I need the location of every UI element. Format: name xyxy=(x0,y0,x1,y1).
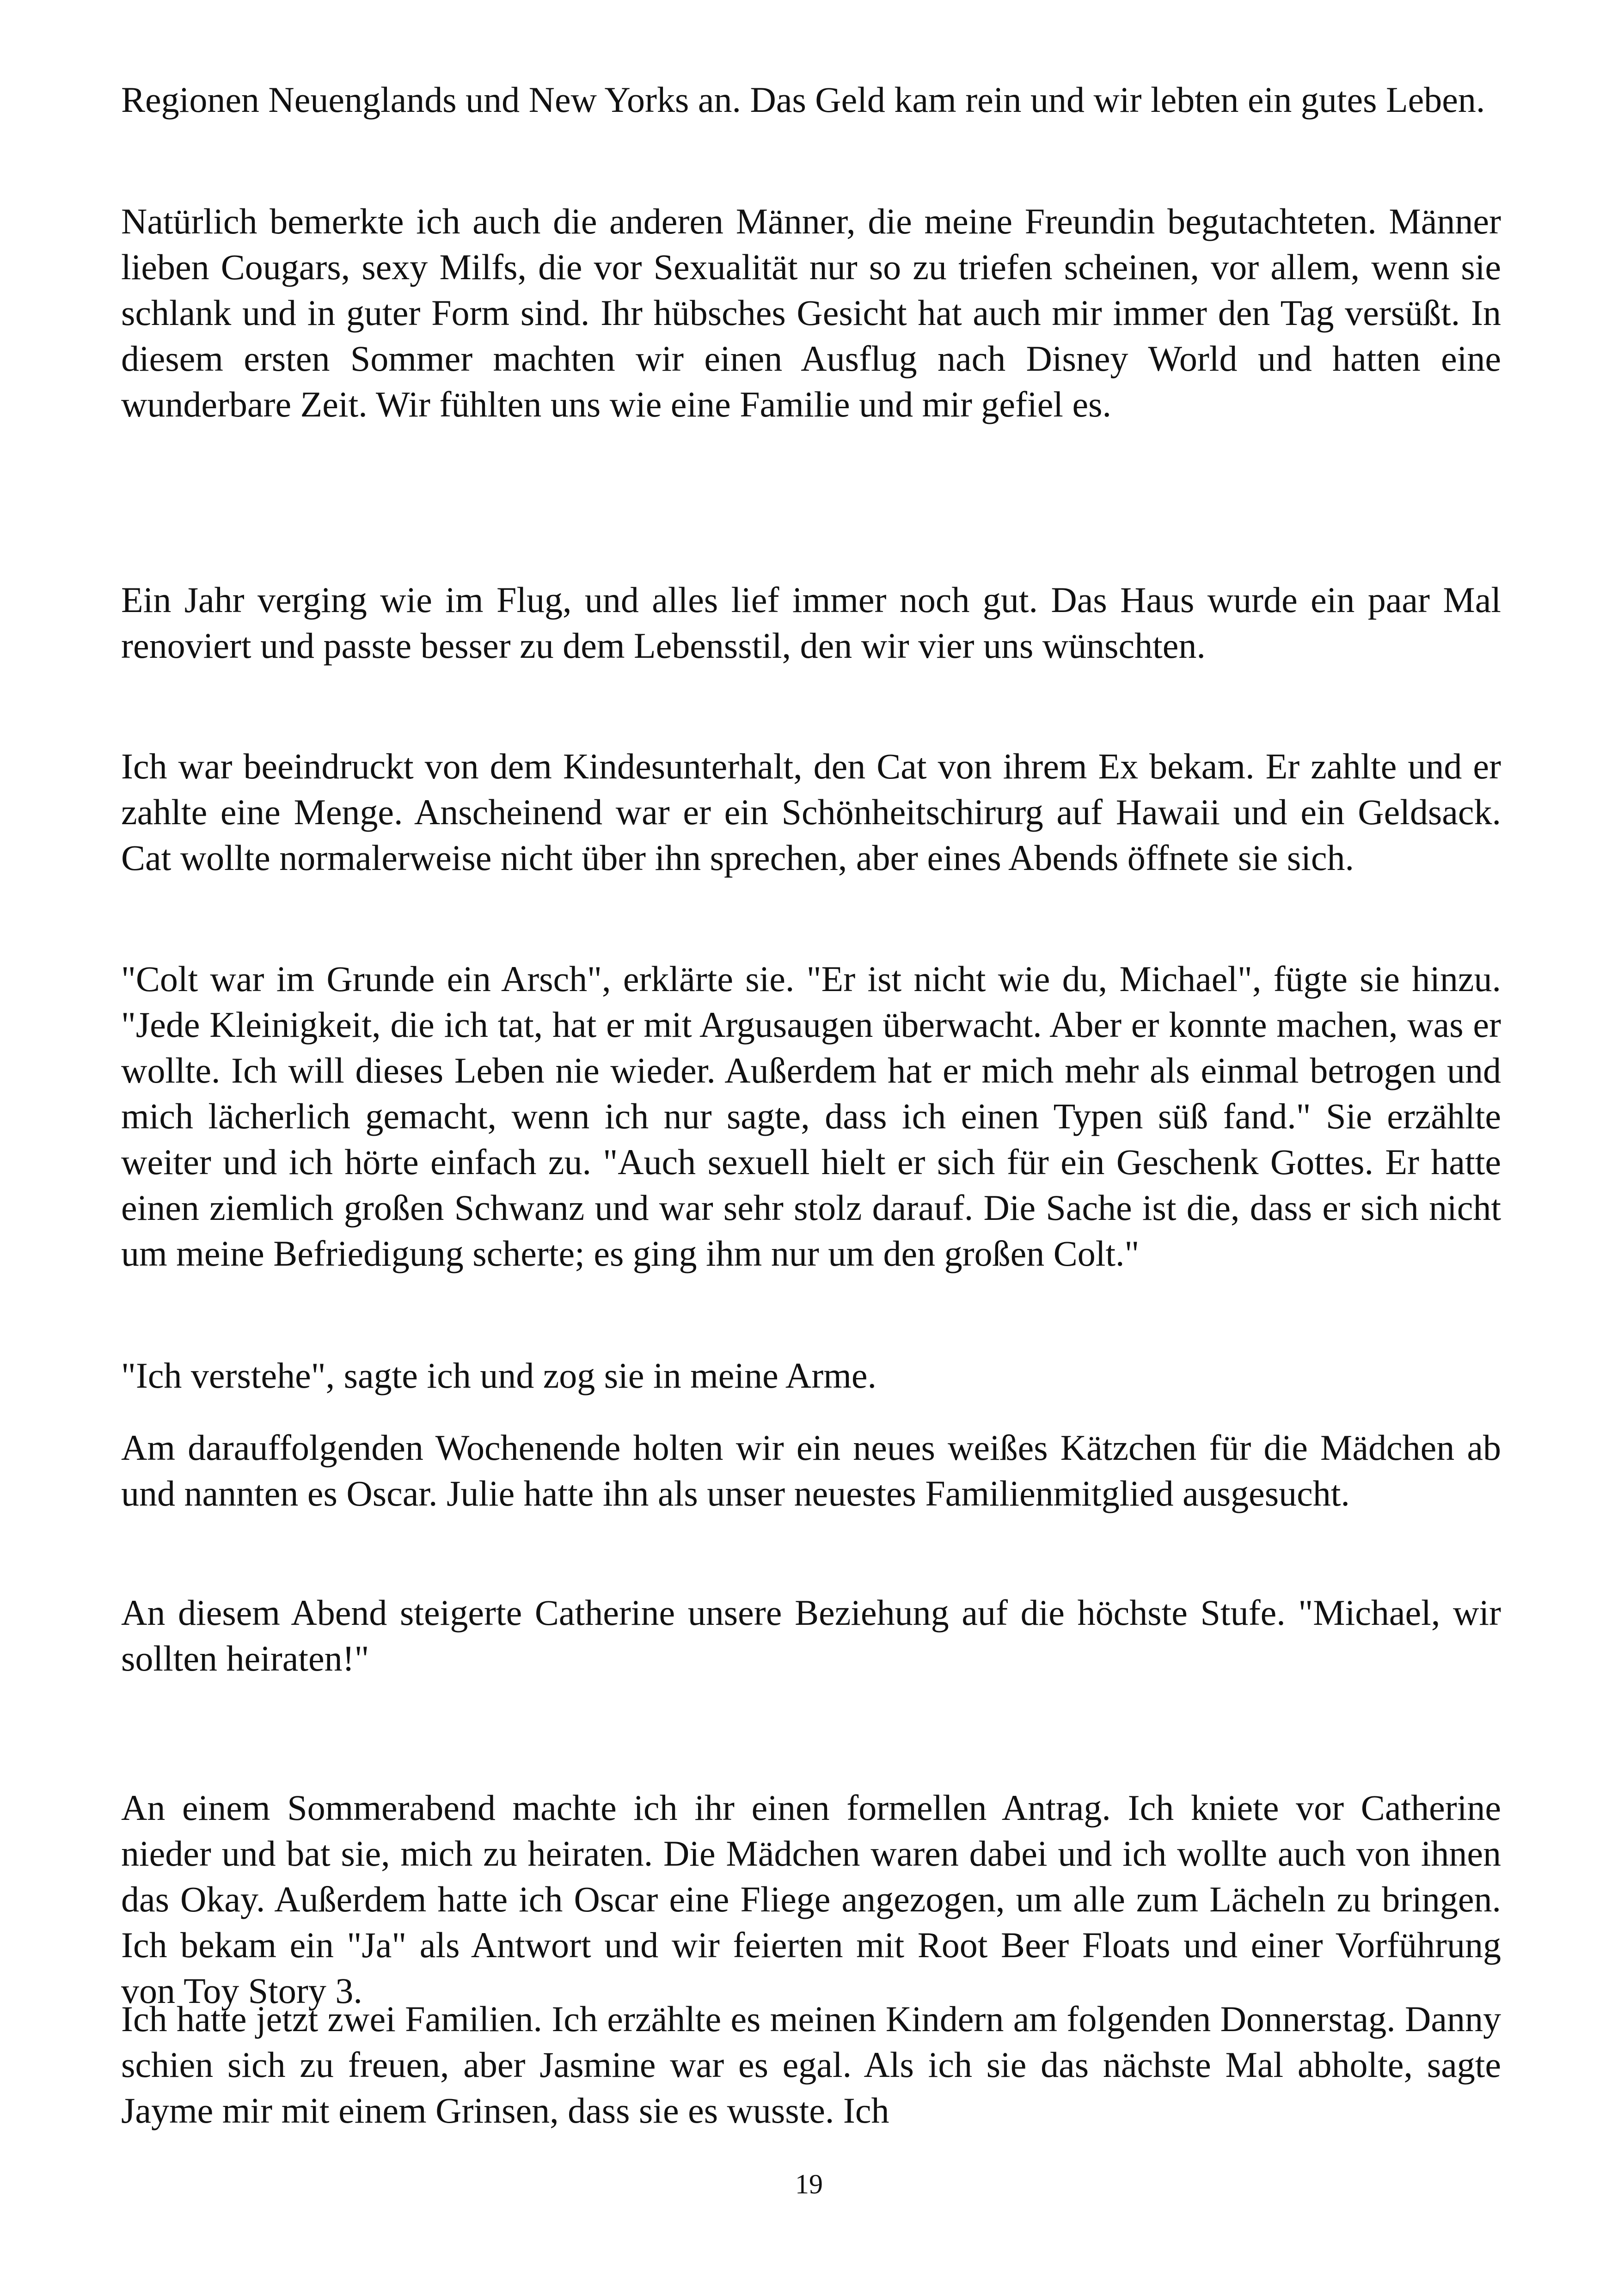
paragraph-9: An einem Sommerabend machte ich ihr einen formellen Antrag. Ich kniete vor Catherine nieder und bat sie, mich zu heiraten. Die Mädchen waren dabei und ich wollte auch von ihnen das Okay. Außerdem hatte ich Oscar eine Fliege angezogen, um alle zum Lächeln zu bringen. Ich bekam ein "Ja" als Antwort und wir feierten mit Root Beer Floats und einer Vorführung von Toy Story 3. xyxy=(121,1788,1501,2011)
paragraph-5: "Colt war im Grunde ein Arsch", erklärte sie. "Er ist nicht wie du, Michael", fügte sie hinzu. "Jede Kleinigkeit, die ich tat, hat er mit Argusaugen überwacht. Aber er konnte machen, was er wollte. Ich will dieses Leben nie wieder. Außerdem hat er mich mehr als einmal betrogen und mich lächerlich gemacht, wenn ich nur sagte, dass ich einen Typen süß fand." Sie erzählte weiter und ich hörte einfach zu. "Auch sexuell hielt er sich für ein Geschenk Gottes. Er hatte einen ziemlich großen Schwanz und war sehr stolz darauf. Die Sache ist die, dass er sich nicht um meine Befriedigung scherte; es ging ihm nur um den großen Colt." xyxy=(121,959,1501,1274)
paragraph-6: "Ich verstehe", sagte ich und zog sie in meine Arme. xyxy=(121,1355,877,1396)
paragraph-8: An diesem Abend steigerte Catherine unsere Beziehung auf die höchste Stufe. "Michael, wir sollten heiraten!" xyxy=(121,1592,1501,1678)
page-number: 19 xyxy=(795,2169,823,2199)
paragraph-2: Natürlich bemerkte ich auch die anderen Männer, die meine Freundin begutachteten. Männer lieben Cougars, sexy Milfs, die vor Sexualität nur so zu triefen scheinen, vor allem, wenn sie schlank und in guter Form sind. Ihr hübsches Gesicht hat auch mir immer den Tag versüßt. In diesem ersten Sommer machten wir einen Ausflug nach Disney World und hatten eine wunderbare Zeit. Wir fühlten uns wie eine Familie und mir gefiel es. xyxy=(121,201,1501,424)
paragraph-4: Ich war beeindruckt von dem Kindesunterhalt, den Cat von ihrem Ex bekam. Er zahlte und er zahlte eine Menge. Anscheinend war er ein Schönheitschirurg auf Hawaii und ein Geldsack. Cat wollte normalerweise nicht über ihn sprechen, aber eines Abends öffnete sie sich. xyxy=(121,746,1501,878)
paragraph-3: Ein Jahr verging wie im Flug, und alles lief immer noch gut. Das Haus wurde ein paar Mal renoviert und passte besser zu dem Lebensstil, den wir vier uns wünschten. xyxy=(121,580,1501,666)
paragraph-1: Regionen Neuenglands und New Yorks an. Das Geld kam rein und wir lebten ein gutes Leben. xyxy=(121,80,1485,120)
paragraph-10: Ich hatte jetzt zwei Familien. Ich erzählte es meinen Kindern am folgenden Donnerstag. Danny schien sich zu freuen, aber Jasmine war es egal. Als ich sie das nächste Mal abholte, sagte Jayme mir mit einem Grinsen, dass sie es wusste. Ich xyxy=(121,1999,1501,2131)
paragraph-7: Am darauffolgenden Wochenende holten wir ein neues weißes Kätzchen für die Mädchen ab und nannten es Oscar. Julie hatte ihn als unser neuestes Familienmitglied ausgesucht. xyxy=(121,1427,1501,1513)
